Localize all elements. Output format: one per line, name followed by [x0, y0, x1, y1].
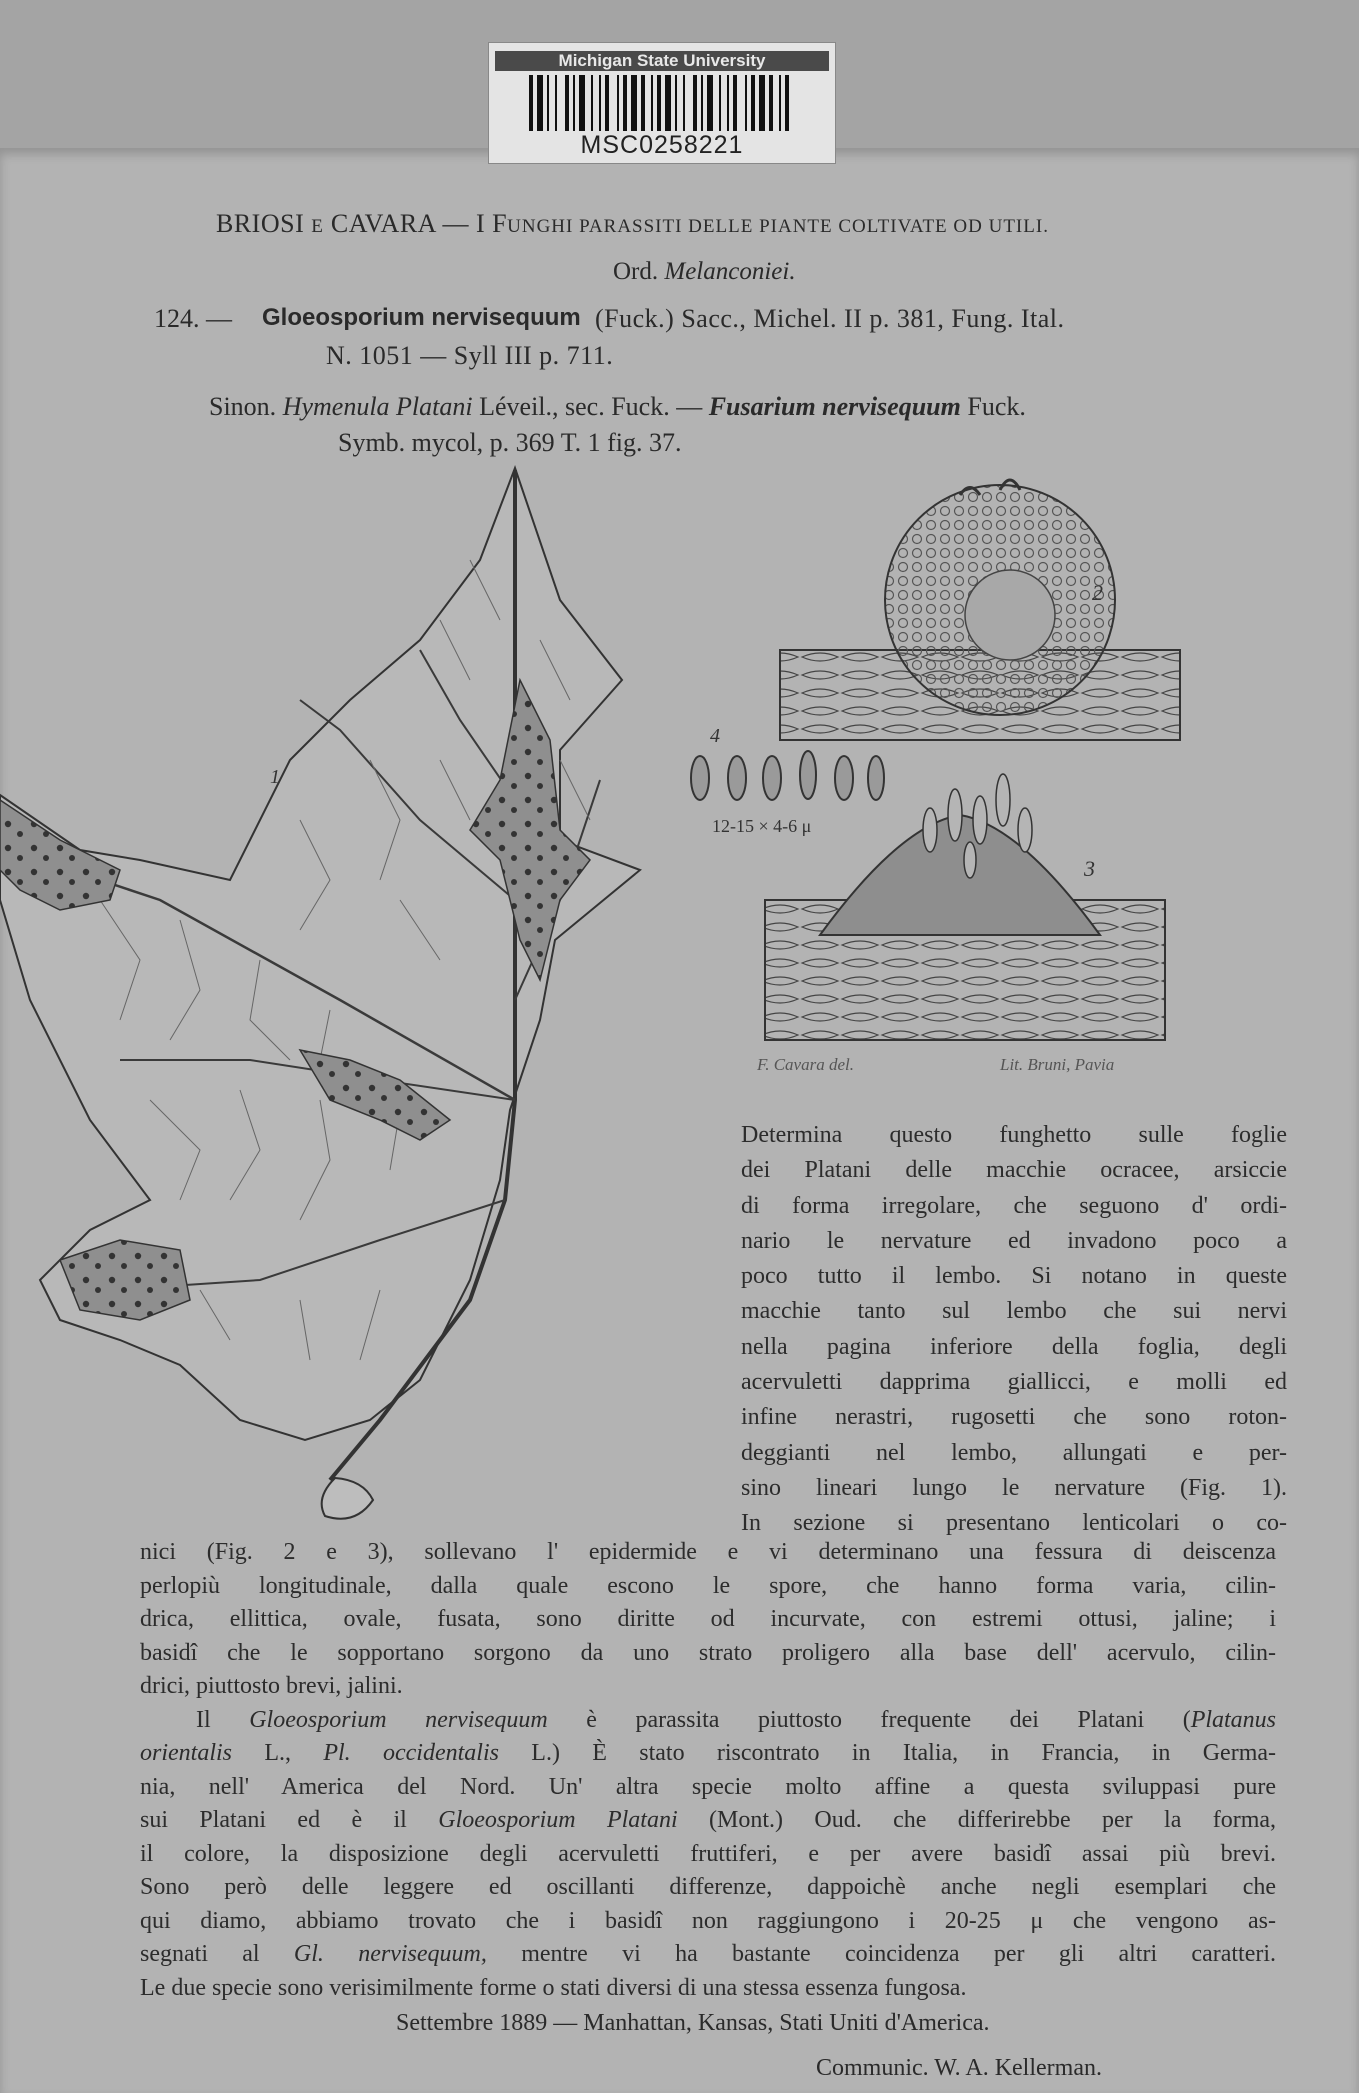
desc-line: nario le nervature ed invadono poco a	[741, 1227, 1287, 1254]
para2-line-3: nia, nell' America del Nord. Un' altra specie molto affine a questa sviluppasi pure	[140, 1773, 1276, 1800]
author-briosi: BRIOSI	[216, 209, 305, 238]
desc-line: nella pagina inferiore della foglia, degli	[741, 1333, 1287, 1360]
body-text	[140, 1536, 1276, 2005]
order-label: Ord.	[613, 258, 659, 285]
synonym-fusarium: Fusarium nervisequum	[708, 392, 961, 421]
desc-line: dei Platani delle macchie ocracee, arsiccie	[741, 1157, 1287, 1184]
para2-line-9: Le due specie sono verisimilmente forme o stati diversi di una stessa essenza fungosa.	[140, 1974, 967, 2001]
spore-size-label: 12-15 × 4-6 μ	[712, 816, 812, 836]
barcode-bars	[529, 75, 795, 131]
barcode-number: MSC0258221	[580, 131, 744, 159]
body-line: drica, ellittica, ovale, fusata, sono diritte od incurvate, con estremi ottusi, jaline; i	[140, 1606, 1276, 1632]
para2-line-5: il colore, la disposizione degli acervuletti fruttiferi, e per avere basidî assai più brevi.	[140, 1840, 1276, 1867]
entry-number: 124. —	[154, 304, 232, 333]
order-name: Melanconiei.	[664, 258, 796, 285]
body-line: drici, piuttosto brevi, jalini.	[140, 1673, 403, 1699]
synonym-hymenula-author: Léveil., sec. Fuck. —	[479, 392, 703, 421]
header-conj: E	[311, 216, 324, 237]
fig4-spores	[691, 725, 884, 836]
synonyms-label: Sinon.	[209, 392, 277, 421]
synonyms-line-2: Symb. mycol, p. 369 T. 1 fig. 37.	[338, 428, 682, 457]
desc-line: di forma irregolare, che seguono d' ordi-	[741, 1192, 1287, 1219]
barcode-label	[488, 42, 836, 164]
desc-line: Determina questo funghetto sulle foglie	[741, 1122, 1287, 1148]
header-title: UNGHI PARASSITI DELLE PIANTE COLTIVATE OD UTILI.	[507, 216, 1049, 237]
page-header	[216, 211, 1049, 237]
description-column	[741, 1118, 1287, 1542]
fig2-label: 2	[1092, 580, 1103, 605]
barcode-institution: Michigan State University	[495, 51, 829, 71]
synonym-hymenula: Hymenula Platani	[282, 392, 473, 421]
footer-date-place: Settembre 1889 — Manhattan, Kansas, Stati Uniti d'America.	[396, 2010, 990, 2036]
fig4-label: 4	[710, 725, 720, 747]
lithographer-credit: Lit. Bruni, Pavia	[1000, 1055, 1115, 1074]
para2-line-8: segnati al Gl. nervisequum, mentre vi ha bastante coincidenza per gli altri caratteri.	[140, 1941, 1277, 1967]
desc-line: macchie tanto sul lembo che sui nervi	[741, 1298, 1287, 1325]
header-dash: —	[442, 209, 470, 238]
desc-line: deggianti nel lembo, allungati e per-	[741, 1439, 1287, 1466]
fig1-label: 1	[270, 766, 280, 788]
header-title-initial: I F	[476, 209, 508, 238]
author-cavara: CAVARA	[330, 209, 436, 238]
body-line: perlopiù longitudinale, dalla quale escono le spore, che hanno forma varia, cilin-	[140, 1572, 1276, 1599]
body-line: nici (Fig. 2 e 3), sollevano l' epidermide e vi determinano una fessura di deiscenza	[140, 1539, 1276, 1565]
desc-line: acervuletti dapprima giallicci, e molli ed	[741, 1369, 1287, 1396]
leaf-illustration	[0, 468, 640, 1519]
footer-communicator: Communic. W. A. Kellerman.	[816, 2055, 1102, 2081]
para2-line-1: Il Gloeosporium nervisequum è parassita piuttosto frequente dei Platani (Platanus	[196, 1706, 1277, 1733]
desc-line: infine nerastri, rugosetti che sono roton-	[741, 1404, 1287, 1431]
order-line	[613, 259, 796, 284]
citation-line-2: N. 1051 — Syll III p. 711.	[326, 341, 614, 370]
citation-line-1: (Fuck.) Sacc., Michel. II p. 381, Fung. Ital.	[595, 304, 1065, 333]
desc-line: poco tutto il lembo. Si notano in queste	[741, 1263, 1287, 1290]
synonym-fusarium-author: Fuck.	[967, 392, 1026, 421]
artist-credit: F. Cavara del.	[757, 1055, 854, 1074]
fig3-acervulus	[765, 774, 1165, 1040]
desc-line: sino lineari lungo le nervature (Fig. 1).	[741, 1474, 1287, 1501]
desc-line: In sezione si presentano lenticolari o co-	[741, 1510, 1287, 1537]
species-name: Gloeosporium nervisequum	[262, 304, 581, 331]
synonyms-line-1	[209, 394, 1026, 420]
para2-line-6: Sono però delle leggere ed oscillanti differenze, dappoichè anche negli esemplari che	[140, 1874, 1276, 1900]
fig2-section	[780, 480, 1180, 740]
para2-line-4: sui Platani ed è il Gloeosporium Platani (Mont.) Oud. che differirebbe per la forma,	[140, 1807, 1277, 1833]
body-line: basidî che le sopportano sorgono da uno strato proligero alla base dell' acervulo, cilin-	[140, 1639, 1276, 1666]
fig3-label: 3	[1084, 856, 1095, 881]
para2-line-2: orientalis L., Pl. occidentalis L.) È stato riscontrato in Italia, in Francia, in Germa-	[140, 1740, 1277, 1766]
para2-line-7: qui diamo, abbiamo trovato che i basidî non raggiungono i 20-25 μ che vengono as-	[140, 1907, 1276, 1934]
